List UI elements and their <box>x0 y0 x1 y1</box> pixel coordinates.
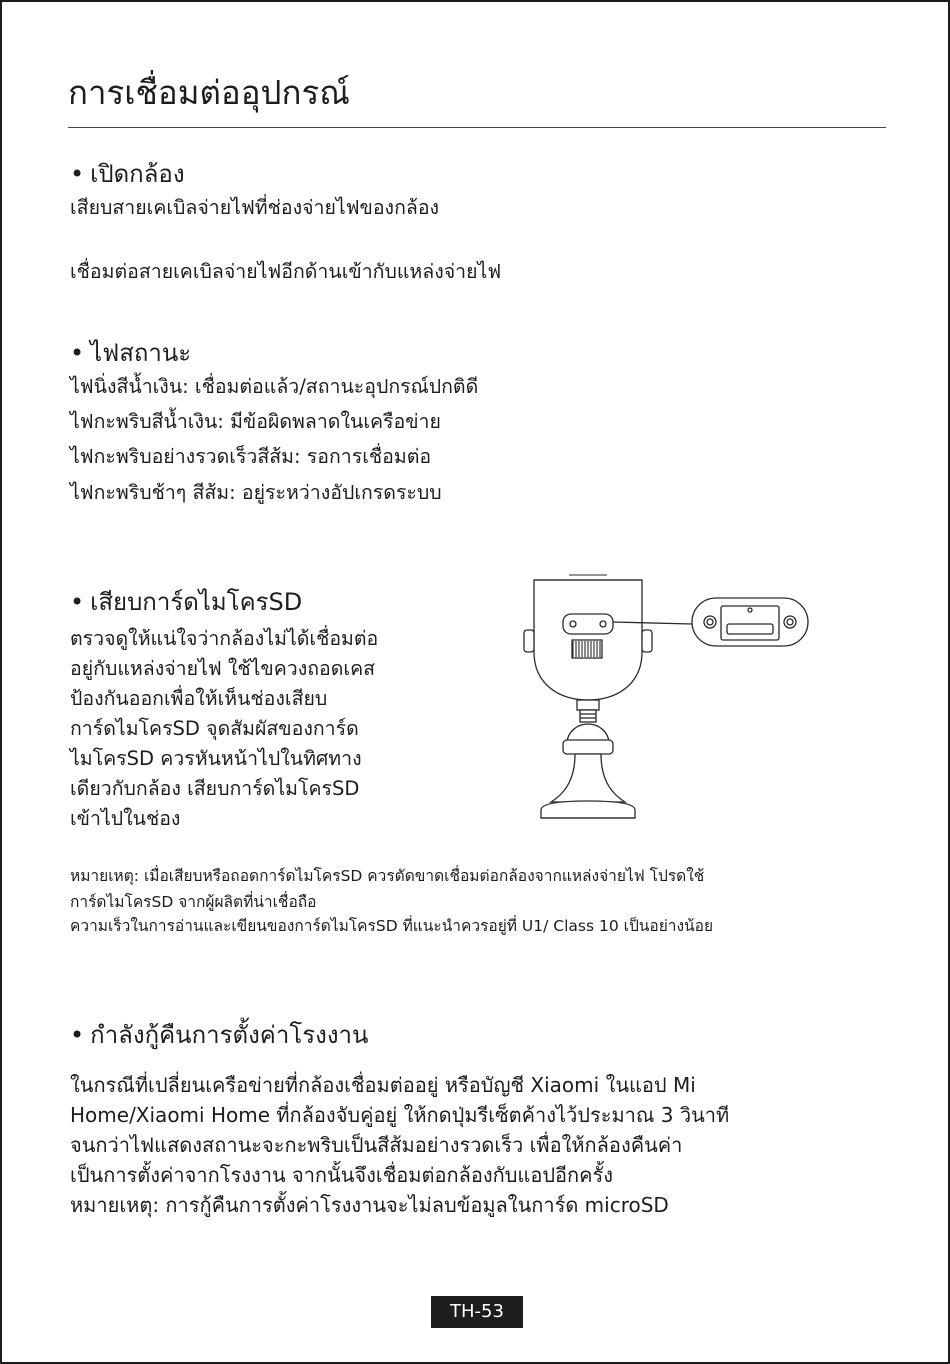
camera-sd-slot-illustration <box>517 572 817 827</box>
page-title: การเชื่อมต่ออุปกรณ์ <box>68 73 350 112</box>
sd-card-line: เข้าไปในช่อง <box>70 807 181 830</box>
sd-card-line: ตรวจดูให้แน่ใจว่ากล้องไม่ได้เชื่อมต่อ <box>70 627 379 650</box>
status-light-line: ไฟกะพริบอย่างรวดเร็วสีส้ม: รอการเชื่อมต่อ <box>70 445 432 468</box>
power-on-heading <box>70 157 185 191</box>
factory-reset-line: จนกว่าไฟแสดงสถานะจะกะพริบเป็นสีส้มอย่างรวดเร็ว เพื่อให้กล้องคืนค่า <box>70 1133 683 1157</box>
factory-reset-line: ในกรณีที่เปลี่ยนเครือข่ายที่กล้องเชื่อมต่ออยู่ หรือบัญชี Xiaomi ในแอป Mi <box>70 1073 696 1097</box>
sd-card-line: การ์ดไมโครSD จุดสัมผัสของการ์ด <box>70 717 359 740</box>
page-number-badge: TH-53 <box>431 1296 523 1328</box>
factory-reset-heading <box>70 1018 368 1052</box>
sd-card-line: ไมโครSD ควรหันหน้าไปในทิศทาง <box>70 747 362 770</box>
factory-reset-line: เป็นการตั้งค่าจากโรงงาน จากนั้นจึงเชื่อมต่อกล้องกับแอปอีกครั้ง <box>70 1163 614 1187</box>
power-on-line: เสียบสายเคเบิลจ่ายไฟที่ช่องจ่ายไฟของกล้อง <box>70 196 440 219</box>
bullet-icon: • <box>70 1021 85 1049</box>
factory-reset-heading-text: กำลังกู้คืนการตั้งค่าโรงงาน <box>90 1021 369 1049</box>
sd-card-note-line: ความเร็วในการอ่านและเขียนของการ์ดไมโครSD ที่แนะนำควรอยู่ที่ U1/ Class 10 เป็นอย่างน้อย <box>70 917 714 935</box>
status-light-line: ไฟนิ่งสีน้ำเงิน: เชื่อมต่อแล้ว/สถานะอุปกรณ์ปกติดี <box>70 375 479 398</box>
title-divider <box>68 127 886 128</box>
sd-card-note-line: การ์ดไมโครSD จากผู้ผลิตที่น่าเชื่อถือ <box>70 893 317 911</box>
status-light-line: ไฟกะพริบช้าๆ สีส้ม: อยู่ระหว่างอัปเกรดระบบ <box>70 481 442 504</box>
factory-reset-line: Home/Xiaomi Home ที่กล้องจับคู่อยู่ ให้กดปุ่มรีเซ็ตค้างไว้ประมาณ 3 วินาที <box>70 1103 730 1127</box>
factory-reset-line: หมายเหตุ: การกู้คืนการตั้งค่าโรงงานจะไม่ลบข้อมูลในการ์ด microSD <box>70 1193 669 1217</box>
bullet-icon: • <box>70 339 85 367</box>
bullet-icon: • <box>70 588 85 616</box>
status-light-heading-text: ไฟสถานะ <box>90 339 192 367</box>
bullet-icon: • <box>70 160 85 188</box>
power-on-line: เชื่อมต่อสายเคเบิลจ่ายไฟอีกด้านเข้ากับแหล่งจ่ายไฟ <box>70 260 502 283</box>
sd-card-heading <box>70 585 302 619</box>
sd-card-line: เดียวกับกล้อง เสียบการ์ดไมโครSD <box>70 777 360 800</box>
sd-card-note-line: หมายเหตุ: เมื่อเสียบหรือถอดการ์ดไมโครSD ควรตัดขาดเชื่อมต่อกล้องจากแหล่งจ่ายไฟ โปรดใช้ <box>70 867 705 885</box>
sd-card-line: อยู่กับแหล่งจ่ายไฟ ใช้ไขควงถอดเคส <box>70 657 376 680</box>
power-on-heading-text: เปิดกล้อง <box>90 160 185 188</box>
sd-card-heading-text: เสียบการ์ดไมโครSD <box>90 588 303 616</box>
status-light-line: ไฟกะพริบสีน้ำเงิน: มีข้อผิดพลาดในเครือข่าย <box>70 410 441 433</box>
sd-card-line: ป้องกันออกเพื่อให้เห็นช่องเสียบ <box>70 687 328 710</box>
status-light-heading <box>70 336 191 370</box>
